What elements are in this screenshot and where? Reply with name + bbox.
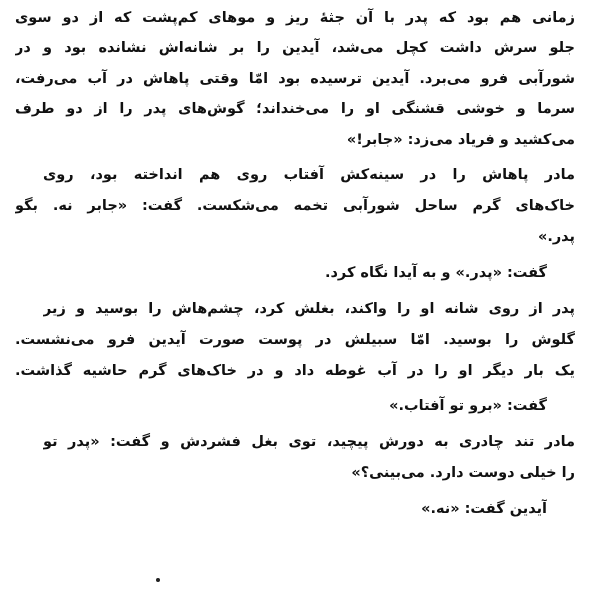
text-line: مادر تند چادری به دورش پیچید، توی بغل فشردش و گفت: «پدر تو <box>43 434 575 450</box>
text-line: شورآبی فرو می‌برد. آیدین ترسیده بود امّا وقتی پاهاش در آب می‌رفت، <box>15 71 575 87</box>
text-line: را خیلی دوست دارد. می‌بینی؟» <box>351 465 575 481</box>
text-line: گلوش را بوسید. امّا سبیلش در پوست صورت آیدین فرو می‌نشست. <box>15 332 575 348</box>
text-line: سرما و خوشی قشنگی او را می‌خنداند؛ گوش‌های پدر را از دو طرف <box>15 101 575 117</box>
text-line: پدر.» <box>537 229 575 245</box>
ink-speck <box>156 578 160 582</box>
text-line: جلو سرش داشت کچل می‌شد، آیدین را بر شانه‌اش نشانده بود و در <box>15 40 575 56</box>
text-line: آیدین گفت: «نه.» <box>421 501 547 517</box>
text-line: خاک‌های گرم ساحل شورآبی تخمه می‌شکست. گفت: «جابر نه. بگو <box>15 198 575 214</box>
text-line: گفت: «برو تو آفتاب.» <box>389 398 547 414</box>
text-line: گفت: «پدر.» و به آیدا نگاه کرد. <box>324 265 547 281</box>
text-line: می‌کشید و فریاد می‌زد: «جابر!» <box>346 132 575 148</box>
text-line: زمانی هم بود که پدر با آن جثهٔ ریز و موهای کم‌پشت که از دو سوی <box>15 10 575 26</box>
text-line: پدر از روی شانه او را واکند، بغلش کرد، چشم‌هاش را بوسید و زیر <box>43 301 575 317</box>
text-line: یک بار دیگر او را در آب غوطه داد و در خاک‌های گرم حاشیه گذاشت. <box>15 363 575 379</box>
text-line: مادر پاهاش را در سینه‌کش آفتاب روی هم انداخته بود، روی <box>43 167 575 183</box>
